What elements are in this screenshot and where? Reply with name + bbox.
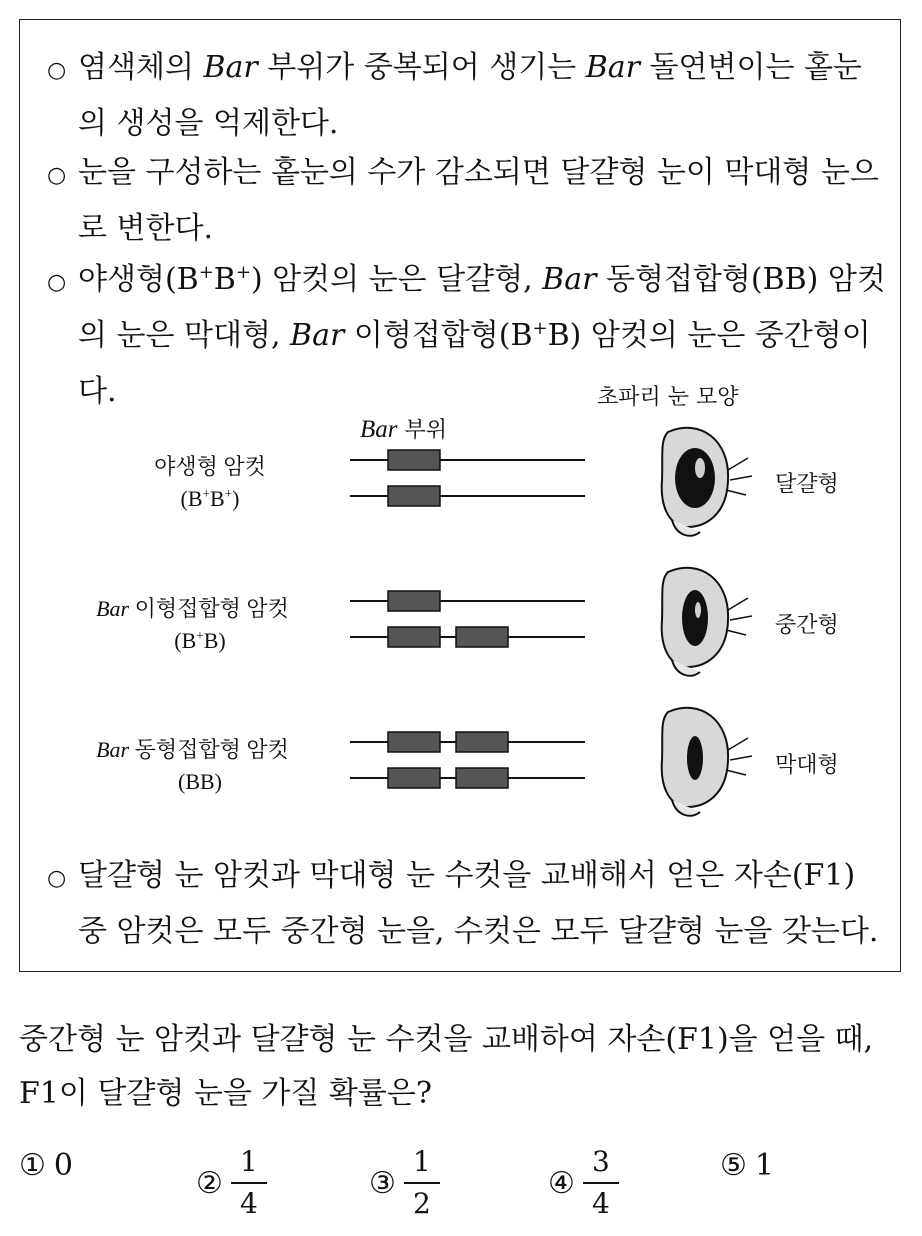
question-line-2: F1이 달걀형 눈을 가질 확률은?	[19, 1076, 432, 1111]
choice-number: ③	[369, 1165, 396, 1201]
choice-value: 0	[53, 1148, 73, 1183]
fraction-bar	[231, 1182, 267, 1184]
choice-4[interactable]	[548, 1145, 619, 1220]
bar-region-label: Bar 부위	[360, 416, 448, 443]
bar-region-block	[388, 486, 440, 506]
bar-region-block	[456, 627, 508, 647]
bullet-text: 야생형(B+B+) 암컷의 눈은 달걀형, Bar 동형접합형(BB) 암컷의 눈은 막대형, Bar 이형접합형(B+B) 암컷의 눈은 중간형이다.	[78, 262, 886, 409]
choice-number: ⑤	[720, 1148, 747, 1183]
denominator: 4	[239, 1187, 258, 1220]
numerator: 1	[412, 1145, 431, 1178]
choice-3[interactable]	[369, 1145, 440, 1220]
eye-shape-intermediate: 중간형	[775, 613, 839, 638]
fly-head-bar-eye	[662, 708, 752, 816]
eye-shape-header: 초파리 눈 모양	[597, 385, 739, 410]
bar-region-block	[388, 732, 440, 752]
fly-head-intermediate-eye	[662, 568, 752, 676]
choice-number: ①	[19, 1148, 46, 1183]
fraction	[404, 1145, 440, 1220]
genotype-code-1: (B+B+)	[180, 486, 240, 511]
bullet-mark: ○	[47, 270, 67, 295]
denominator: 4	[591, 1187, 610, 1220]
bullet-4	[47, 848, 887, 960]
bullet-text: 달걀형 눈 암컷과 막대형 눈 수컷을 교배해서 얻은 자손(F1) 중 암컷은 모두 중간형 눈을, 수컷은 모두 달걀형 눈을 갖는다.	[78, 858, 879, 949]
fraction	[231, 1145, 267, 1220]
choice-value: 1	[754, 1148, 774, 1183]
bullet-text: 눈을 구성하는 홑눈의 수가 감소되면 달걀형 눈이 막대형 눈으로 변한다.	[78, 155, 879, 246]
bullet-text: 염색체의 Bar 부위가 중복되어 생기는 Bar 돌연변이는 홑눈의 생성을 억제한다.	[78, 50, 862, 141]
denominator: 2	[412, 1187, 431, 1220]
fly-head-oval-eye	[662, 428, 752, 536]
bar-region-block	[388, 627, 440, 647]
choice-number: ④	[548, 1165, 575, 1201]
bullet-mark: ○	[47, 163, 67, 188]
genotype-code-3: (BB)	[178, 769, 222, 794]
genotype-name-3: Bar 동형접합형 암컷	[96, 737, 289, 762]
genotype-name-2: Bar 이형접합형 암컷	[96, 596, 289, 621]
choice-5[interactable]	[720, 1148, 774, 1183]
question-line-1: 중간형 눈 암컷과 달걀형 눈 수컷을 교배하여 자손(F1)을 얻을 때,	[19, 1022, 874, 1057]
bar-region-block	[388, 591, 440, 611]
numerator: 3	[591, 1145, 610, 1178]
eye-shape-oval: 달걀형	[775, 472, 839, 497]
fraction-bar	[404, 1182, 440, 1184]
bullet-mark: ○	[47, 866, 67, 891]
bar-region-block	[456, 732, 508, 752]
bar-region-block	[388, 768, 440, 788]
bullet-mark: ○	[47, 58, 67, 83]
genotype-name-1: 야생형 암컷	[154, 454, 266, 479]
fraction	[583, 1145, 619, 1220]
choice-number: ②	[196, 1165, 223, 1201]
choice-1[interactable]	[19, 1148, 73, 1183]
bar-region-block	[388, 450, 440, 470]
bar-region-block	[456, 768, 508, 788]
fraction-bar	[583, 1182, 619, 1184]
numerator: 1	[239, 1145, 258, 1178]
choice-2[interactable]	[196, 1145, 267, 1220]
genotype-code-2: (B+B)	[174, 628, 226, 653]
eye-shape-bar: 막대형	[775, 753, 839, 778]
